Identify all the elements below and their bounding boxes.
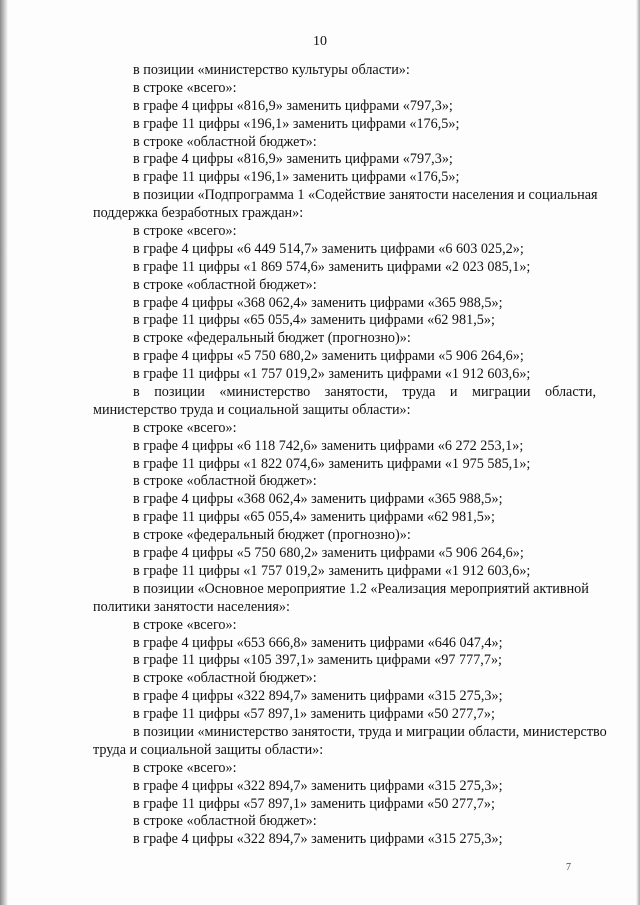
text-line: в позиции «Подпрограмма 1 «Содействие занятости населения и социальная <box>133 187 598 204</box>
text-line: в графе 4 цифры «322 894,7» заменить цифрами «315 275,3»; <box>133 831 503 848</box>
text-line: в строке «областной бюджет»: <box>133 133 317 150</box>
text-line: в строке «всего»: <box>133 419 237 436</box>
text-line: министерство труда и социальной защиты области»: <box>93 401 411 418</box>
text-line: в строке «областной бюджет»: <box>133 276 317 293</box>
text-line: в графе 11 цифры «65 055,4» заменить цифрами «62 981,5»; <box>133 509 495 526</box>
text-line: в графе 11 цифры «1 869 574,6» заменить цифрами «2 023 085,1»; <box>133 258 531 275</box>
text-line: в графе 11 цифры «1 757 019,2» заменить цифрами «1 912 603,6»; <box>133 366 531 383</box>
text-line: в строке «всего»: <box>133 223 237 240</box>
scan-edge-left <box>0 0 8 905</box>
page-number: 10 <box>313 34 327 49</box>
text-line: в графе 11 цифры «1 822 074,6» заменить цифрами «1 975 585,1»; <box>133 455 531 472</box>
text-line: в графе 4 цифры «368 062,4» заменить цифрами «365 988,5»; <box>133 294 503 311</box>
text-line: в строке «областной бюджет»: <box>133 670 317 687</box>
text-line: труда и социальной защиты области»: <box>93 741 324 758</box>
text-line: в графе 11 цифры «105 397,1» заменить цифрами «97 777,7»; <box>133 652 502 669</box>
text-line: поддержка безработных граждан»: <box>93 205 304 222</box>
text-line: в строке «всего»: <box>133 759 237 776</box>
scan-edge-right <box>636 0 640 905</box>
text-line: в графе 4 цифры «816,9» заменить цифрами «797,3»; <box>133 97 453 114</box>
text-line: в графе 11 цифры «57 897,1» заменить цифрами «50 277,7»; <box>133 706 495 723</box>
text-line: в позиции «министерство занятости, труда и миграции области, министерство <box>133 723 607 740</box>
corner-mark: 7 <box>566 862 571 873</box>
text-line: в графе 11 цифры «57 897,1» заменить цифрами «50 277,7»; <box>133 795 495 812</box>
text-line: в строке «всего»: <box>133 616 237 633</box>
text-line: в графе 4 цифры «6 449 514,7» заменить цифрами «6 603 025,2»; <box>133 240 524 257</box>
text-line: в позиции «Основное мероприятие 1.2 «Реализация мероприятий активной <box>133 580 589 597</box>
text-line: в строке «всего»: <box>133 79 237 96</box>
text-line: в позиции «министерство занятости, труда и миграции области, <box>133 384 596 401</box>
text-line: в графе 4 цифры «322 894,7» заменить цифрами «315 275,3»; <box>133 777 503 794</box>
text-line: политики занятости населения»: <box>93 598 290 615</box>
text-line: в графе 4 цифры «322 894,7» заменить цифрами «315 275,3»; <box>133 688 503 705</box>
text-line: в графе 4 цифры «653 666,8» заменить цифрами «646 047,4»; <box>133 634 503 651</box>
text-line: в позиции «министерство культуры области»: <box>133 62 410 78</box>
text-line: в строке «федеральный бюджет (прогнозно)»: <box>133 527 411 544</box>
text-line: в графе 11 цифры «1 757 019,2» заменить цифрами «1 912 603,6»; <box>133 562 531 579</box>
text-line: в строке «областной бюджет»: <box>133 813 317 830</box>
text-line: в графе 4 цифры «5 750 680,2» заменить цифрами «5 906 264,6»; <box>133 545 524 562</box>
text-line: в графе 11 цифры «196,1» заменить цифрами «176,5»; <box>133 169 460 186</box>
text-line: в графе 4 цифры «6 118 742,6» заменить цифрами «6 272 253,1»; <box>133 437 524 454</box>
text-line: в графе 11 цифры «65 055,4» заменить цифрами «62 981,5»; <box>133 312 495 329</box>
text-line: в графе 4 цифры «816,9» заменить цифрами «797,3»; <box>133 151 453 168</box>
document-body <box>93 62 607 849</box>
text-line: в графе 11 цифры «196,1» заменить цифрами «176,5»; <box>133 115 460 132</box>
text-line: в графе 4 цифры «368 062,4» заменить цифрами «365 988,5»; <box>133 491 503 508</box>
text-line: в строке «областной бюджет»: <box>133 473 317 490</box>
text-line: в строке «федеральный бюджет (прогнозно)»: <box>133 330 411 347</box>
text-line: в графе 4 цифры «5 750 680,2» заменить цифрами «5 906 264,6»; <box>133 348 524 365</box>
